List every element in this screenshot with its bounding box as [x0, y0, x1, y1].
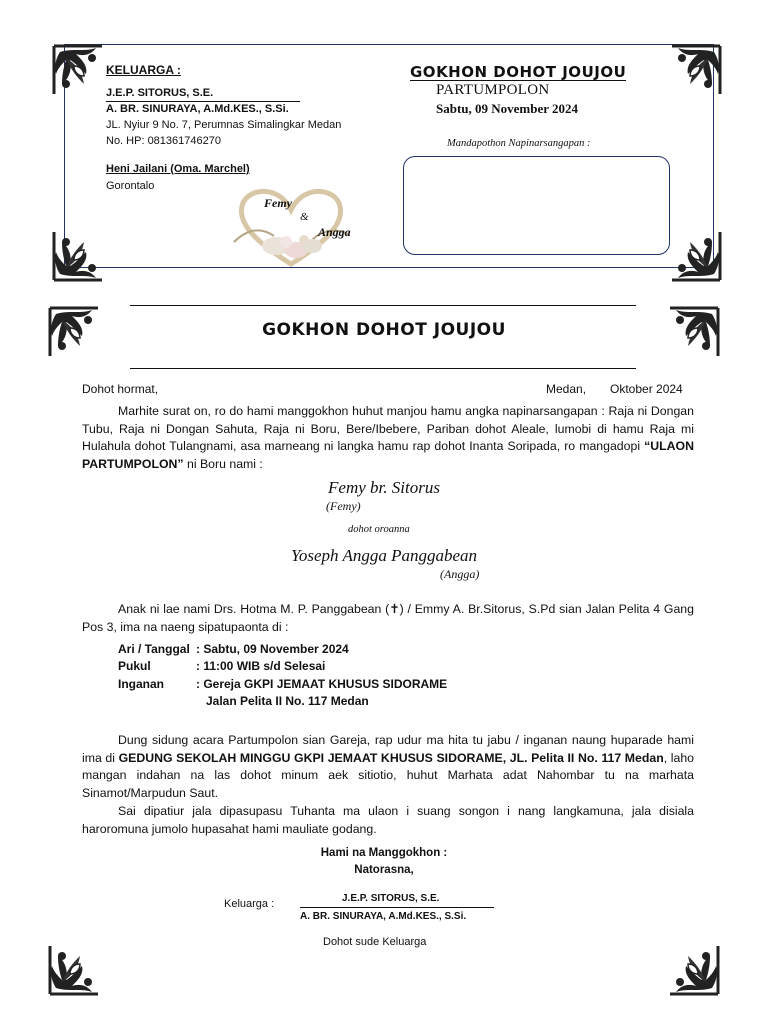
flourish-corner-icon [670, 44, 722, 96]
paragraph-reception: Dung sidung acara Partumpolon sian Gareja, rap udur ma hita tu jabu / inganan naung huparade hami ima di GEDUNG SEKOLAH MINGGU GKPI JEMAAT KHUSUS SIDORAME, JL. Pelita II No. 117 Medan, laho mangan indahan na las dohot minum aek sitiotio, huhut Marhata adat Nahombar tu na marhata Sinamot/Marpudun Saut. [82, 733, 694, 800]
card-subtitle: PARTUMPOLON [436, 82, 550, 98]
closing-line-1: Hami na Manggokhon : [320, 847, 448, 859]
sender-address: JL. Nyiur 9 No. 7, Perumnas Simalingkar Medan [106, 119, 342, 131]
letter-title: GOKHON DOHOT JOUJOU [262, 320, 506, 340]
flourish-corner-icon [48, 944, 100, 996]
sign-father: J.E.P. SITORUS, S.E. [342, 893, 440, 904]
recipient-name: Heni Jailani (Oma. Marchel) [106, 163, 250, 175]
letter-title-rule [130, 368, 636, 369]
paragraph-invitation: Marhite surat on, ro do hami manggokhon huhut manjou hamu angka napinarsangapan : Raja ni Dongan Tubu, Raja ni Dongan Sahuta, Raja ni Boru, Bere/Ibebere, Pariban dohot Aleale, lumobi di hamu Raja mi Hulahula dohot Tulangnami, asa marneang ni langka hamu rap dohot Inanta Soripada, ro mangadopi “ULAON PARTUMPOLON” ni Boru nami : [82, 404, 694, 471]
greeting: Dohot hormat, [82, 382, 159, 396]
recipient-city: Gorontalo [106, 180, 155, 192]
detail-place-label: Inganan [118, 677, 165, 691]
sign-mother: A. BR. SINURAYA, A.Md.KES., S.Si. [300, 911, 467, 922]
detail-date-value: : Sabtu, 09 November 2024 [196, 642, 349, 656]
cross-icon: ✝ [389, 602, 400, 616]
card-date: Sabtu, 09 November 2024 [436, 101, 579, 116]
recipient-box-label: Mandapothon Napinarsangapan : [447, 138, 591, 149]
letter-top-rule [130, 305, 636, 306]
paragraph-parents: Anak ni lae nami Drs. Hotma M. P. Panggabean (✝) / Emmy A. Br.Sitorus, S.Pd sian Jalan Pelita 4 Gang Pos 3, ima na naeng sipatupaonta di : [82, 602, 694, 634]
sign-family: Dohot sude Keluarga [323, 936, 427, 948]
bride-name: Femy br. Sitorus [328, 478, 440, 497]
detail-place-value: : Gereja GKPI JEMAAT KHUSUS SIDORAME [196, 677, 448, 691]
sender-father: J.E.P. SITORUS, S.E. [106, 87, 214, 99]
letter-place: Medan, [546, 382, 587, 396]
dohot-oroanna: dohot oroanna [348, 524, 410, 535]
heart-name-1: Femy [264, 196, 292, 210]
paragraph-blessing: Sai dipatiur jala dipasupasu Tuhanta ma ulaon i suang songon i nang langkamuna, jala disiala haroromuna jumolo hupasahat hami mauliate godang. [82, 804, 694, 836]
closing-line-2: Natorasna, [354, 864, 414, 876]
sender-phone: No. HP: 081361746270 [106, 135, 221, 147]
sender-mother: A. BR. SINURAYA, A.Md.KES., S.Si. [106, 103, 289, 115]
detail-place-address: Jalan Pelita II No. 117 Medan [206, 694, 369, 708]
flourish-corner-icon [52, 230, 104, 282]
flourish-corner-icon [52, 44, 104, 96]
sender-divider [106, 101, 300, 102]
detail-time-value: : 11:00 WIB s/d Selesai [196, 659, 326, 673]
bride-nickname: (Femy) [326, 499, 361, 513]
letter-date: Oktober 2024 [610, 382, 683, 396]
flourish-corner-icon [668, 944, 720, 996]
detail-time-label: Pukul [118, 659, 151, 673]
sign-keluarga-label: Keluarga : [224, 898, 275, 910]
heart-ampersand: & [300, 211, 309, 223]
recipient-address-box[interactable] [403, 156, 670, 255]
card-title: GOKHON DOHOT JOUJOU [410, 63, 627, 81]
detail-date-label: Ari / Tanggal [118, 642, 190, 656]
flourish-corner-icon [670, 230, 722, 282]
groom-nickname: (Angga) [440, 567, 480, 581]
sign-divider [300, 907, 494, 908]
heart-name-2: Angga [318, 225, 351, 239]
keluarga-label: KELUARGA : [106, 63, 181, 77]
groom-name: Yoseph Angga Panggabean [290, 546, 478, 565]
